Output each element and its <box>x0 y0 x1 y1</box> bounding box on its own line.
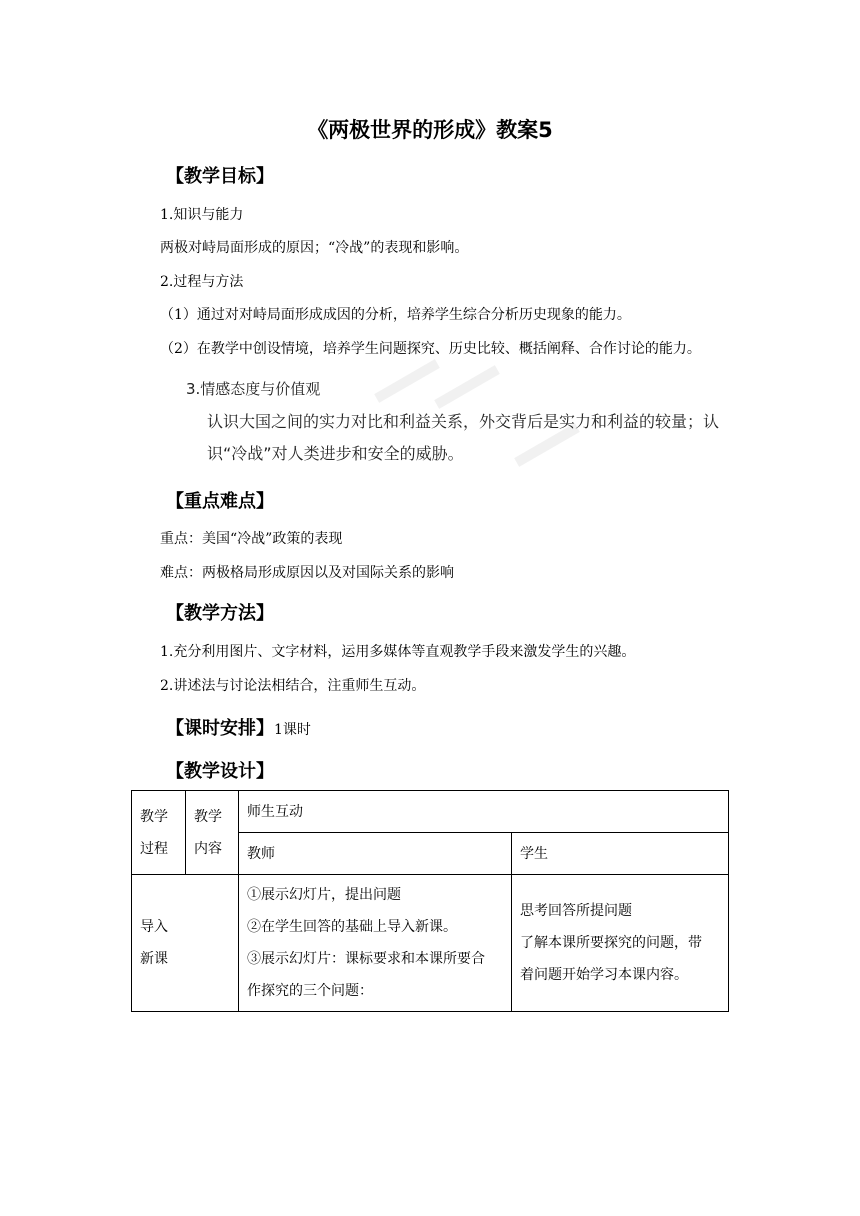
stage-line1: 导入 <box>140 919 168 935</box>
header-process-line2: 过程 <box>140 840 168 857</box>
table-header-row <box>132 791 729 833</box>
schedule-heading-label: 【课时安排】 <box>166 718 274 739</box>
objective-3-line1: 认识大国之间的实力对比和利益关系，外交背后是实力和利益的较量；认 <box>207 412 720 431</box>
row-stage <box>132 875 239 1012</box>
schedule-heading <box>166 714 311 740</box>
watermark-mark <box>434 365 500 409</box>
teacher-step-2: ②在学生回答的基础上导入新课。 <box>247 919 457 935</box>
objective-3-line2: 识“冷战”对人类进步和安全的威胁。 <box>207 444 464 463</box>
teacher-step-4: 作探究的三个问题： <box>247 983 373 999</box>
document-title: 《两极世界的形成》教案5 <box>307 118 553 142</box>
header-content-line1: 教学 <box>194 808 222 825</box>
row-student-activity <box>512 875 729 1012</box>
key-points-heading: 【重点难点】 <box>166 491 274 512</box>
methods-heading: 【教学方法】 <box>166 603 274 624</box>
method-1: 1.充分利用图片、文字材料，运用多媒体等直观教学手段来激发学生的兴趣。 <box>160 644 636 660</box>
student-step-3: 着问题开始学习本课内容。 <box>520 967 688 983</box>
student-step-1: 思考回答所提问题 <box>520 903 632 919</box>
teacher-step-3: ③展示幻灯片：课标要求和本课所要合 <box>247 951 485 967</box>
header-interaction: 师生互动 <box>239 791 729 833</box>
objectives-heading: 【教学目标】 <box>166 166 274 187</box>
objective-1-title: 1.知识与能力 <box>160 207 244 223</box>
objective-2-title: 2.过程与方法 <box>160 274 244 290</box>
table-row <box>132 875 729 1012</box>
stage-line2: 新课 <box>140 951 168 967</box>
key-point: 重点：美国“冷战”政策的表现 <box>160 531 343 547</box>
student-step-2: 了解本课所要探究的问题，带 <box>520 935 702 951</box>
schedule-value: 1课时 <box>274 722 311 738</box>
header-teaching-content <box>186 791 239 875</box>
design-heading: 【教学设计】 <box>166 761 274 782</box>
header-student: 学生 <box>512 833 729 875</box>
objective-2-sub1: （1）通过对对峙局面形成成因的分析，培养学生综合分析历史现象的能力。 <box>160 307 631 323</box>
objective-3-title: 3.情感态度与价值观 <box>186 380 321 398</box>
objective-1-text: 两极对峙局面形成的原因；“冷战”的表现和影响。 <box>160 240 469 256</box>
watermark-mark <box>374 359 440 403</box>
teaching-design-table <box>131 790 729 1012</box>
method-2: 2.讲述法与讨论法相结合，注重师生互动。 <box>160 678 426 694</box>
objective-2-sub2: （2）在教学中创设情境，培养学生问题探究、历史比较、概括阐释、合作讨论的能力。 <box>160 341 701 357</box>
header-content-line2: 内容 <box>194 840 222 857</box>
teacher-step-1: ①展示幻灯片，提出问题 <box>247 887 401 903</box>
difficult-point: 难点：两极格局形成原因以及对国际关系的影响 <box>160 565 454 581</box>
header-process-line1: 教学 <box>140 808 168 825</box>
row-teacher-activity <box>239 875 512 1012</box>
header-teaching-process <box>132 791 186 875</box>
header-teacher: 教师 <box>239 833 512 875</box>
